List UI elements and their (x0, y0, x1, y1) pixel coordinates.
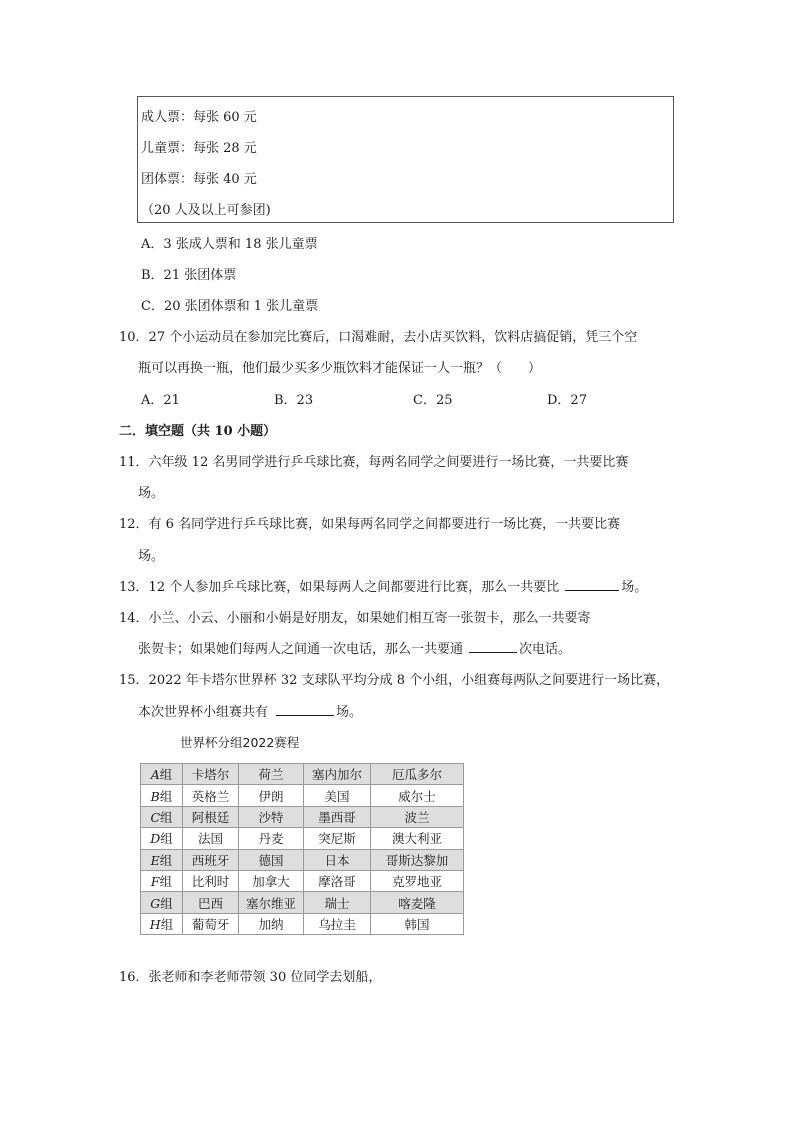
table-row (141, 849, 464, 870)
group-suffix: 组 (159, 852, 173, 868)
group-letter: F (150, 874, 160, 890)
team-cell: 乌拉圭 (304, 913, 371, 934)
q15-answer-blank[interactable] (276, 703, 334, 716)
group-suffix: 组 (160, 809, 173, 825)
table-row (141, 892, 464, 913)
q14-line1: 14．小兰、小云、小丽和小娟是好朋友，如果她们相互寄一张贺卡，那么一共要寄 (119, 611, 591, 626)
team-cell: 沙特 (239, 806, 304, 827)
group-suffix: 组 (160, 895, 173, 911)
table-title: 世界杯分组2022赛程 (180, 735, 300, 750)
group-suffix: 组 (159, 874, 173, 890)
team-cell: 波兰 (371, 806, 464, 827)
q13-answer-blank[interactable] (565, 578, 619, 591)
q11-line1: 11．六年级 12 名男同学进行乒乓球比赛，每两名同学之间要进行一场比赛，一共要比赛 (119, 455, 629, 470)
team-cell: 摩洛哥 (304, 870, 371, 891)
team-cell: 韩国 (371, 913, 464, 934)
team-cell: 喀麦隆 (371, 892, 464, 913)
team-cell: 比利时 (183, 870, 239, 891)
team-cell: 澳大利亚 (371, 828, 464, 849)
q16: 16．张老师和李老师带领 30 位同学去划船， (119, 970, 382, 985)
group-letter: A (150, 767, 160, 783)
group-ticket-note: （20 人及以上可参团) (141, 203, 271, 218)
group-name-cell (141, 913, 183, 934)
group-letter: H (149, 916, 161, 932)
q13-text: 13．12 个人参加乒乓球比赛，如果每两人之间都要进行比赛，那么一共要比 (119, 580, 560, 595)
q14-after: 次电话。 (519, 642, 572, 657)
team-cell: 荷兰 (239, 764, 304, 785)
team-cell: 克罗地亚 (371, 870, 464, 891)
table-row (141, 806, 464, 827)
q12-line1: 12．有 6 名同学进行乒乓球比赛，如果每两名同学之间都要进行一场比赛，一共要比赛 (119, 517, 621, 532)
group-letter: B (150, 788, 160, 804)
group-letter: C (150, 809, 161, 825)
group-name-cell (141, 764, 183, 785)
group-name-cell (141, 849, 183, 870)
group-name-cell (141, 870, 183, 891)
group-suffix: 组 (159, 767, 173, 783)
q10-option-c: C．25 (413, 393, 453, 408)
group-name-cell (141, 828, 183, 849)
team-cell: 法国 (183, 828, 239, 849)
team-cell: 墨西哥 (304, 806, 371, 827)
q10-line1: 10．27 个小运动员在参加完比赛后，口渴难耐，去小店买饮料，饮料店搞促销，凭三个空 (119, 330, 638, 345)
team-cell: 西班牙 (183, 849, 239, 870)
team-cell: 葡萄牙 (183, 913, 239, 934)
table-row (141, 870, 464, 891)
q15-line2 (138, 701, 362, 720)
q9-option-b: B．21 张团体票 (141, 268, 237, 283)
q14-line2 (138, 638, 571, 657)
team-cell: 伊朗 (239, 785, 304, 806)
q10-option-b: B．23 (274, 393, 314, 408)
adult-ticket-price: 成人票：每张 60 元 (141, 110, 257, 125)
q11-line2: 场。 (138, 486, 165, 501)
team-cell: 厄瓜多尔 (371, 764, 464, 785)
q15-line2-text: 本次世界杯小组赛共有 (138, 705, 269, 720)
q13 (119, 576, 647, 595)
table-row (141, 828, 464, 849)
group-suffix: 组 (160, 831, 173, 847)
q10-option-d: D．27 (547, 393, 587, 408)
q13-after: 场。 (621, 580, 648, 595)
q9-option-a: A．3 张成人票和 18 张儿童票 (141, 237, 318, 252)
team-cell: 卡塔尔 (183, 764, 239, 785)
group-name-cell (141, 806, 183, 827)
group-letter: D (150, 831, 161, 847)
q14-answer-blank[interactable] (469, 640, 517, 653)
team-cell: 巴西 (183, 892, 239, 913)
team-cell: 英格兰 (183, 785, 239, 806)
group-name-cell (141, 892, 183, 913)
team-cell: 丹麦 (239, 828, 304, 849)
group-name-cell (141, 785, 183, 806)
q12-line2: 场。 (138, 549, 165, 564)
team-cell: 威尔士 (371, 785, 464, 806)
group-suffix: 组 (160, 916, 174, 932)
group-ticket-price: 团体票：每张 40 元 (141, 172, 257, 187)
table-row (141, 785, 464, 806)
q10-line2: 瓶可以再换一瓶，他们最少买多少瓶饮料才能保证一人一瓶？（ ） (138, 361, 542, 376)
team-cell: 瑞士 (304, 892, 371, 913)
q15-line1: 15．2022 年卡塔尔世界杯 32 支球队平均分成 8 个小组，小组赛每两队之间要进行一场比赛， (119, 673, 670, 688)
q14-line2-text: 张贺卡；如果她们每两人之间通一次电话，那么一共要通 (138, 642, 464, 657)
team-cell: 日本 (304, 849, 371, 870)
table-row (141, 764, 464, 785)
q9-option-c: C．20 张团体票和 1 张儿童票 (141, 299, 319, 314)
child-ticket-price: 儿童票：每张 28 元 (141, 141, 257, 156)
group-suffix: 组 (159, 788, 173, 804)
section-title: 二．填空题（共 10 小题） (119, 424, 277, 439)
team-cell: 塞尔维亚 (239, 892, 304, 913)
team-cell: 加纳 (239, 913, 304, 934)
group-letter: E (150, 852, 160, 868)
team-cell: 突尼斯 (304, 828, 371, 849)
q10-option-a: A．21 (141, 393, 180, 408)
table-row (141, 913, 464, 934)
q15-after: 场。 (336, 705, 363, 720)
team-cell: 塞内加尔 (304, 764, 371, 785)
team-cell: 阿根廷 (183, 806, 239, 827)
world-cup-group-table (140, 763, 464, 935)
team-cell: 美国 (304, 785, 371, 806)
ticket-price-box (137, 96, 674, 223)
team-cell: 加拿大 (239, 870, 304, 891)
team-cell: 德国 (239, 849, 304, 870)
team-cell: 哥斯达黎加 (371, 849, 464, 870)
group-letter: G (150, 895, 161, 911)
